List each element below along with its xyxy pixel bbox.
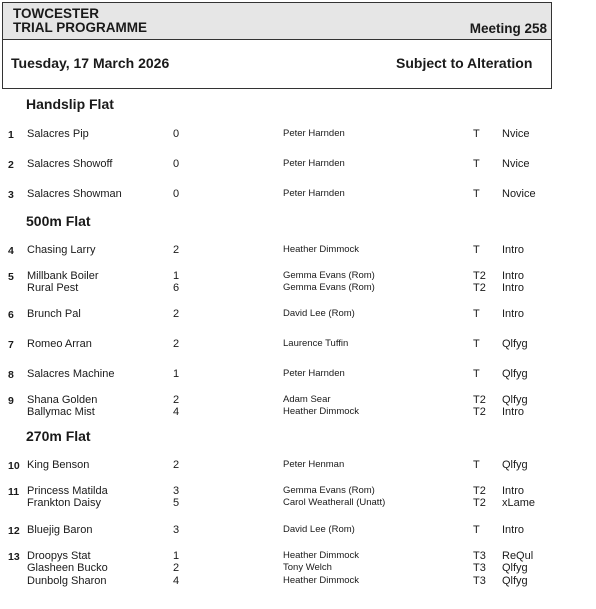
header-box <box>2 2 552 40</box>
trap-number: 1 <box>173 368 180 380</box>
dog-name: Salacres Showoff <box>27 158 113 170</box>
race-number: 2 <box>8 159 14 171</box>
race-number: 1 <box>8 129 14 141</box>
trainer-name: Gemma Evans (Rom) <box>283 485 375 496</box>
trial-grade: T <box>473 368 480 380</box>
trial-grade: T <box>473 459 480 471</box>
dog-name: Princess Matilda <box>27 485 108 497</box>
dog-name: Rural Pest <box>27 282 79 295</box>
trial-grade: T <box>473 158 480 170</box>
trial-grade: T2 <box>473 282 486 295</box>
trap-number: 4 <box>173 406 180 419</box>
trial-grade: T2 <box>473 270 486 282</box>
dog-name: King Benson <box>27 459 90 471</box>
trainer-name: Gemma Evans (Rom) <box>283 282 375 294</box>
venue-title <box>13 7 147 35</box>
trial-grade: T3 <box>473 550 486 562</box>
trap-number: 5 <box>173 497 180 510</box>
programme-title: TRIAL PROGRAMME <box>13 20 147 35</box>
dog-name: Millbank Boiler <box>27 270 99 282</box>
trial-grade: T3 <box>473 562 486 575</box>
race-number: 9 <box>8 395 14 407</box>
trial-class: Qlfyg <box>502 459 528 471</box>
trap-number: 2 <box>173 308 180 320</box>
trial-class: Qlfyg <box>502 368 528 380</box>
dog-name: Salacres Machine <box>27 368 115 380</box>
meeting-number: Meeting 258 <box>469 21 547 36</box>
dog-name: Ballymac Mist <box>27 406 95 419</box>
trainer-name: Peter Harnden <box>283 188 345 199</box>
trial-grade: T <box>473 338 480 350</box>
trial-class: Intro <box>502 282 525 295</box>
trial-grade: T2 <box>473 394 486 406</box>
trainer-name: Heather Dimmock <box>283 406 360 418</box>
trial-class: Nvice <box>502 128 530 140</box>
trap-number: 2 <box>173 562 180 575</box>
trial-grade: T <box>473 188 480 200</box>
trap-number: 4 <box>173 574 180 587</box>
trainer-name: Heather Dimmock <box>283 244 360 255</box>
race-number: 5 <box>8 271 14 283</box>
trial-grade: T2 <box>473 406 486 419</box>
trial-class: Intro <box>502 524 525 536</box>
trainer-name: Tony Welch <box>283 562 332 574</box>
trap-number: 2 <box>173 244 180 256</box>
trap-number: 2 <box>173 394 180 406</box>
trainer-name: Laurence Tuffin <box>283 338 349 349</box>
trainer-name: Peter Harnden <box>283 158 345 169</box>
dog-name: Frankton Daisy <box>27 497 101 510</box>
trap-number: 0 <box>173 128 180 140</box>
dog-name: Brunch Pal <box>27 308 81 320</box>
trap-number: 3 <box>173 524 180 536</box>
trial-class: Intro <box>502 485 525 497</box>
trial-grade: T <box>473 308 480 320</box>
trial-class: Intro <box>502 308 525 320</box>
section-heading: 270m Flat <box>26 428 91 444</box>
dog-name: Salacres Showman <box>27 188 122 200</box>
race-number: 6 <box>8 309 14 321</box>
trial-class: Qlfyg <box>502 562 528 575</box>
trial-grade: T2 <box>473 485 486 497</box>
trainer-name: Peter Harnden <box>283 128 345 139</box>
trainer-name: Adam Sear <box>283 394 331 405</box>
trap-number: 2 <box>173 338 180 350</box>
race-number: 4 <box>8 245 14 257</box>
trial-grade: T3 <box>473 574 486 587</box>
section-heading: Handslip Flat <box>26 96 114 112</box>
alteration-notice: Subject to Alteration <box>396 55 533 71</box>
trial-class: Qlfyg <box>502 574 528 587</box>
trial-class: Intro <box>502 270 525 282</box>
trainer-name: Heather Dimmock <box>283 550 360 561</box>
trial-class: Nvice <box>502 158 530 170</box>
dog-name: Bluejig Baron <box>27 524 93 536</box>
trial-grade: T <box>473 244 480 256</box>
dog-name: Droopys Stat <box>27 550 91 562</box>
venue-name: TOWCESTER <box>13 6 100 21</box>
dog-name: Salacres Pip <box>27 128 89 140</box>
trainer-name: Gemma Evans (Rom) <box>283 270 375 281</box>
race-number: 7 <box>8 339 14 351</box>
dog-name: Chasing Larry <box>27 244 96 256</box>
trap-number: 0 <box>173 188 180 200</box>
trial-grade: T <box>473 128 480 140</box>
trainer-name: Peter Harnden <box>283 368 345 379</box>
trainer-name: David Lee (Rom) <box>283 308 355 319</box>
trial-class: Intro <box>502 406 525 419</box>
dog-name: Dunbolg Sharon <box>27 574 107 587</box>
date-box <box>2 40 552 89</box>
trial-class: xLame <box>502 497 536 510</box>
trial-class: Qlfyg <box>502 338 528 350</box>
trial-class: Novice <box>502 188 536 200</box>
trap-number: 1 <box>173 270 180 282</box>
trap-number: 2 <box>173 459 180 471</box>
race-number: 3 <box>8 189 14 201</box>
trial-class: Intro <box>502 244 525 256</box>
trap-number: 1 <box>173 550 180 562</box>
race-number: 11 <box>8 486 20 498</box>
trial-class: Qlfyg <box>502 394 528 406</box>
trainer-name: David Lee (Rom) <box>283 524 355 535</box>
race-number: 8 <box>8 369 14 381</box>
race-number: 12 <box>8 525 20 537</box>
dog-name: Glasheen Bucko <box>27 562 108 575</box>
trap-number: 6 <box>173 282 180 295</box>
trainer-name: Heather Dimmock <box>283 574 360 586</box>
race-number: 10 <box>8 460 20 472</box>
trial-grade: T2 <box>473 497 486 510</box>
dog-name: Shana Golden <box>27 394 98 406</box>
trap-number: 0 <box>173 158 180 170</box>
trial-grade: T <box>473 524 480 536</box>
trap-number: 3 <box>173 485 180 497</box>
dog-name: Romeo Arran <box>27 338 92 350</box>
meeting-date: Tuesday, 17 March 2026 <box>11 55 170 71</box>
race-number: 13 <box>8 551 20 563</box>
trial-class: ReQul <box>502 550 534 562</box>
trainer-name: Peter Henman <box>283 459 345 470</box>
section-heading: 500m Flat <box>26 213 91 229</box>
trainer-name: Carol Weatherall (Unatt) <box>283 497 386 509</box>
